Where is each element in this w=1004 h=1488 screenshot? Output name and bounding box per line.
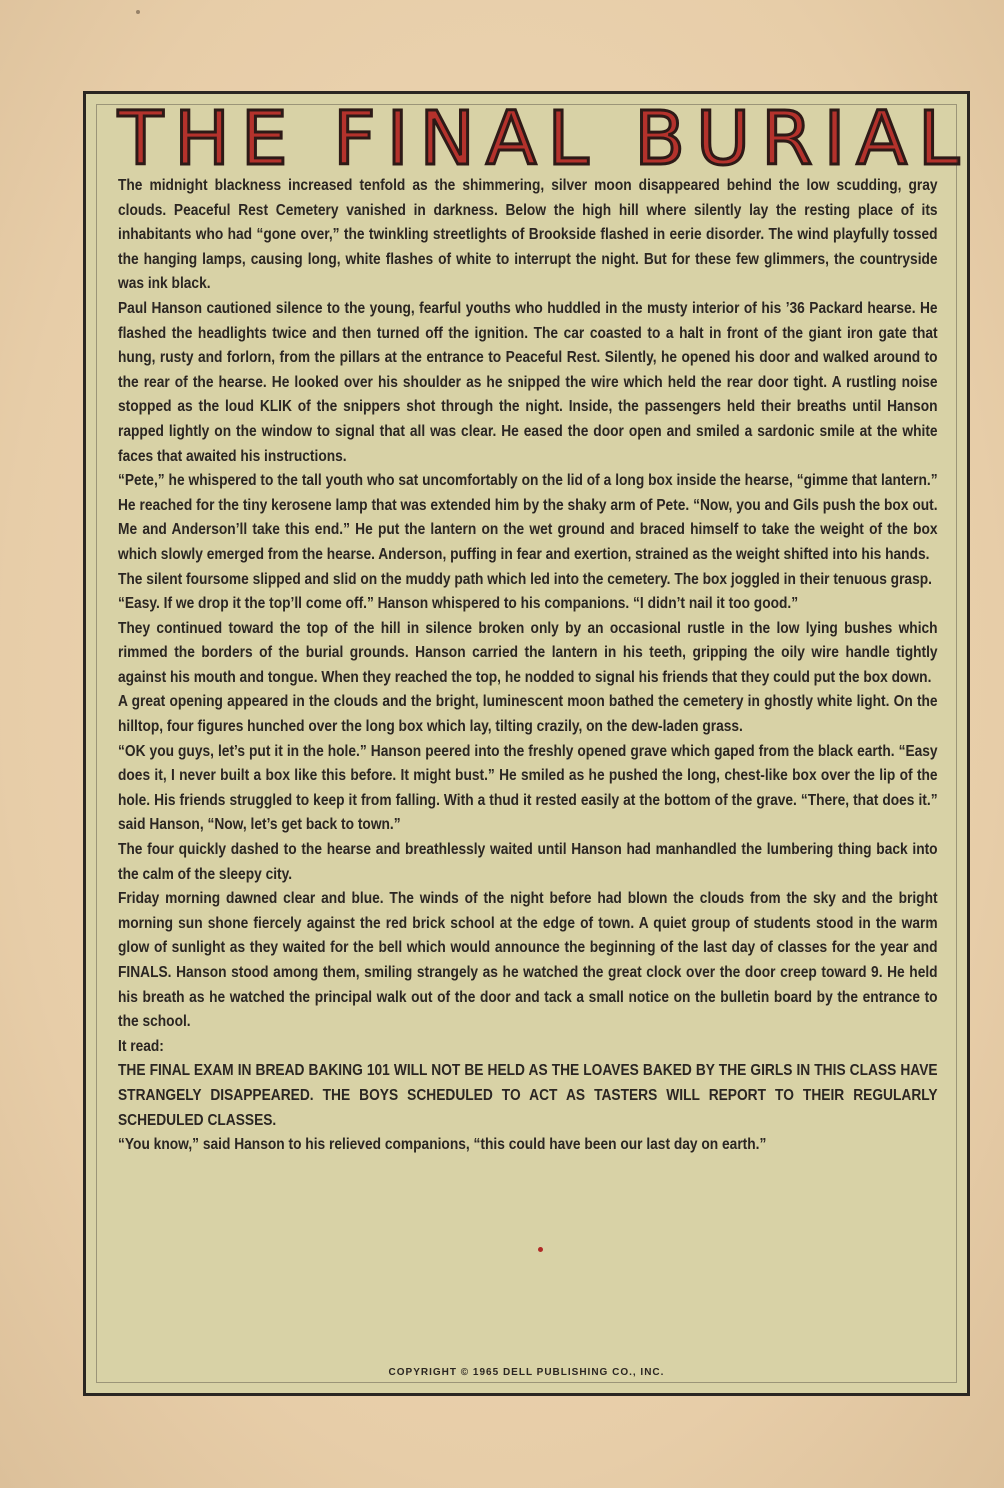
- paper-speck: [136, 10, 140, 14]
- red-ink-dot: [538, 1247, 543, 1252]
- paragraph: “Easy. If we drop it the top’ll come off.” Hanson whispered to his companions. “I didn’t nail it too good.”: [118, 595, 799, 613]
- paragraph: The silent foursome slipped and slid on the muddy path which led into the cemetery. The box joggled in their tenuous grasp.: [118, 570, 932, 588]
- story-body: [118, 174, 938, 1158]
- bulletin-notice: [118, 1059, 938, 1133]
- paragraph: The midnight blackness increased tenfold as the shimmering, silver moon disappeared behind the low scudding, gray clouds. Peaceful Rest Cemetery vanished in darkness. Below the high hill where silently lay the resting place of its inhabitants who had “gone over,” the twinkling streetlights of Brookside flashed in eerie disorder. The wind playfully tossed the hanging lamps, causing long, white flashes of white to interrupt the night. But for these few glimmers, the countryside was ink black.: [118, 177, 938, 293]
- paragraph: “OK you guys, let’s put it in the hole.” Hanson peered into the freshly opened grave which gaped from the black earth. “Easy does it, I never built a box like this before. It might bust.” He smiled as he pushed the long, chest-like box over the lip of the hole. His friends struggled to keep it from falling. With a thud it rested easily at the bottom of the grave. “There, that does it.” said Hanson, “Now, let’s get back to town.”: [118, 742, 938, 834]
- notice-text: THE FINAL EXAM IN BREAD BAKING 101 WILL NOT BE HELD AS THE LOAVES BAKED BY THE GIRLS IN THIS CLASS HAVE STRANGELY DISAPPEARED. THE BOYS SCHEDULED TO ACT AS TASTERS WILL REPORT TO THEIR REGULARLY SCHEDULED CLASSES.: [118, 1062, 938, 1129]
- text-panel: [83, 91, 970, 1396]
- story-title: THE FINAL BURIAL: [118, 96, 971, 182]
- paragraph: It read:: [118, 1037, 164, 1055]
- paragraph: They continued toward the top of the hill in silence broken only by an occasional rustle in the low lying bushes which rimmed the borders of the burial grounds. Hanson carried the lantern in his teeth, gripping the oily wire handle tightly against his mouth and tongue. When they reached the top, he nodded to signal his friends that they could put the box down.: [118, 619, 938, 686]
- closing-line: “You know,” said Hanson to his relieved companions, “this could have been our last day on earth.”: [118, 1136, 767, 1154]
- paragraph: The four quickly dashed to the hearse and breathlessly waited until Hanson had manhandled the lumbering thing back into the calm of the sleepy city.: [118, 841, 938, 883]
- paragraph: “Pete,” he whispered to the tall youth who sat uncomfortably on the lid of a long box inside the hearse, “gimme that lantern.” He reached for the tiny kerosene lamp that was extended him by the shaky arm of Pete. “Now, you and Gils push the box out. Me and Anderson’ll take this end.” He put the lantern on the wet ground and braced himself to take the weight of the box which slowly emerged from the hearse. Anderson, puffing in fear and exertion, strained as the weight shifted into his hands.: [118, 472, 938, 563]
- paragraph: A great opening appeared in the clouds and the bright, luminescent moon bathed the cemetery in ghostly white light. On the hilltop, four figures hunched over the long box which lay, tilting crazily, on the dew-laden grass.: [118, 693, 938, 736]
- paragraph: Paul Hanson cautioned silence to the young, fearful youths who huddled in the musty interior of his ’36 Packard hearse. He flashed the headlights twice and then turned off the ignition. The car coasted to a halt in front of the giant iron gate that hung, rusty and forlorn, from the pillars at the entrance to Peaceful Rest. Silently, he opened his door and walked around to the rear of the hearse. He looked over his shoulder as he snipped the wire which held the rear door tight. A rustling noise stopped as the loud KLIK of the snippers shot through the night. Inside, the passengers held their breaths until Hanson rapped lightly on the window to signal that all was clear. He eased the door open and smiled a sardonic smile at the white faces that awaited his instructions.: [118, 299, 938, 465]
- copyright-line: COPYRIGHT © 1965 DELL PUBLISHING CO., INC.: [388, 1367, 665, 1378]
- paragraph: Friday morning dawned clear and blue. The winds of the night before had blown the clouds from the sky and the bright morning sun shone fiercely against the red brick school at the edge of town. A quiet group of students stood in the warm glow of sunlight as they waited for the bell which would announce the beginning of the last day of classes for the year and FINALS. Hanson stood among them, smiling strangely as he watched the great clock over the door creep toward 9. He held his breath as he watched the principal walk out of the door and tack a small notice on the bulletin board by the entrance to the school.: [118, 890, 938, 1031]
